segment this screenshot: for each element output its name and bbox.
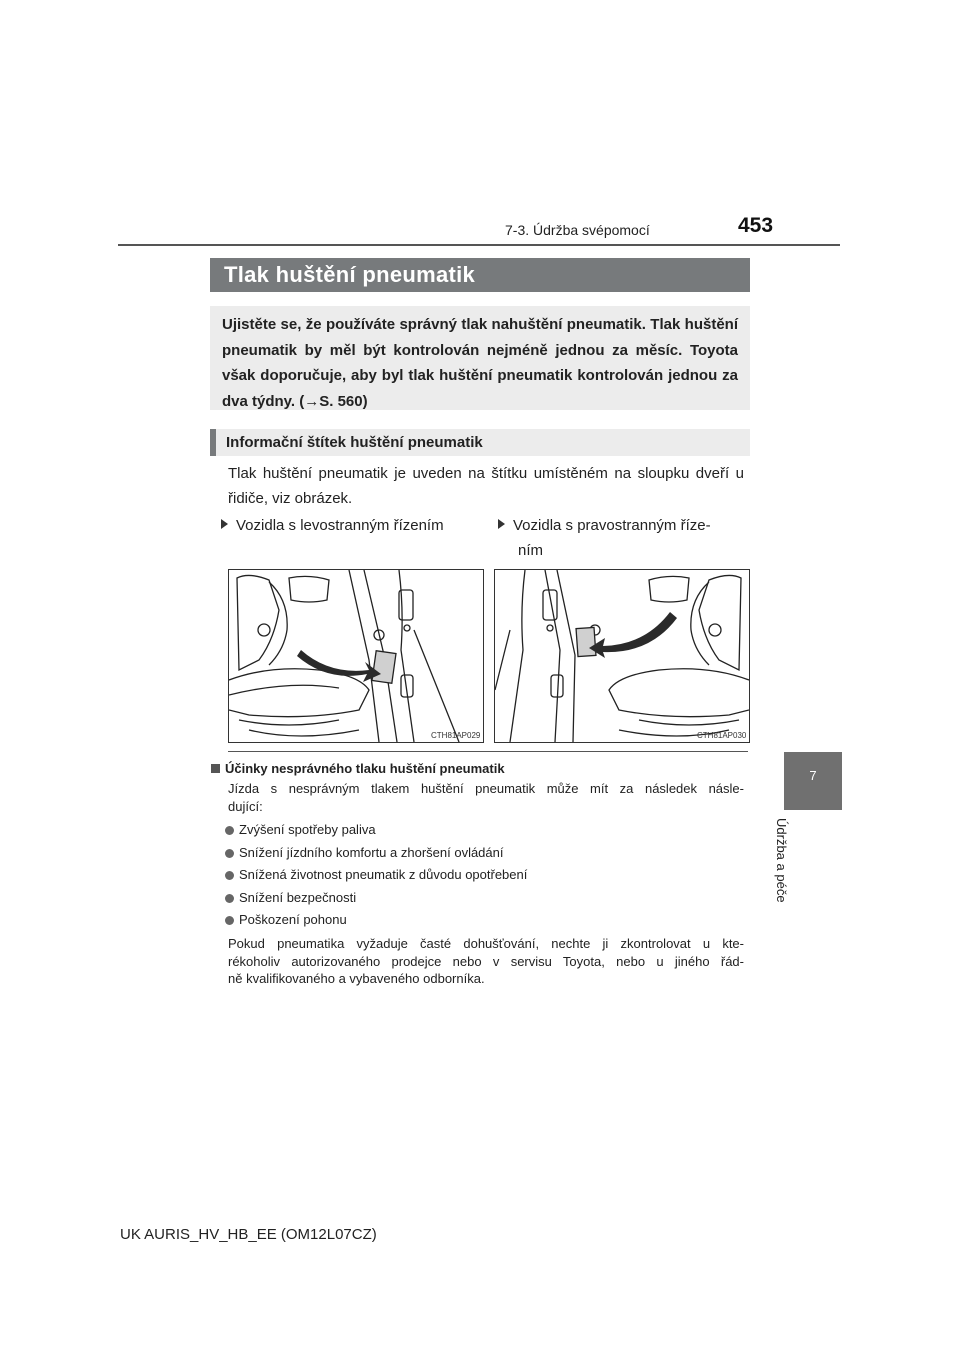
image-code-right: CTH81AP030 [697,731,747,740]
section-title: 7-3. Údržba svépomocí [505,222,650,238]
image-code-left: CTH81AP029 [431,731,481,740]
variant-right-text-line2: ním [518,542,544,559]
list-item: Poškození pohonu [225,912,347,927]
page-number: 453 [738,214,774,237]
section-divider [228,751,748,752]
subsection-text: Tlak huštění pneumatik je uveden na štítku umístěném na sloupku dveří u řidiče, viz obrázek. [228,465,744,507]
bullet-dot-icon [225,849,234,858]
bullet-dot-icon [225,894,234,903]
triangle-bullet-icon [221,519,228,529]
list-item: Snížená životnost pneumatik z důvodu opotřebení [225,867,527,882]
effects-closing-line3: ně kvalifikovaného a vybaveného odborníka. [228,971,485,986]
effects-intro-line1: Jízda s nesprávným tlakem huštění pneumatik může mít za následek násle- [228,781,744,796]
rhd-car-interior-drawing [495,570,749,742]
bullet-dot-icon [225,826,234,835]
variant-left-label [221,513,444,538]
page-title: Tlak huštění pneumatik [210,258,750,292]
effects-heading-text: Účinky nesprávného tlaku huštění pneumatik [225,761,505,776]
subsection-heading: Informační štítek huštění pneumatik [210,429,750,456]
tire-info-label [372,651,396,683]
rhd-door-pillar-illustration [494,569,750,743]
header-divider [118,244,840,246]
variant-left-text: Vozidla s levostranným řízením [236,517,444,534]
triangle-bullet-icon [498,519,505,529]
arrow-icon [589,612,677,658]
effects-closing-line2: rékoholiv autorizovaného prodejce nebo v servisu Toyota, nebo u jiného řád- [228,953,744,969]
bullet-dot-icon [225,871,234,880]
variant-right-text-line1: Vozidla s pravostranným říze- [513,517,711,534]
intro-box: Ujistěte se, že používáte správný tlak nahuštění pneumatik. Tlak huštění pneumatik by měl být kontrolován nejméně jednou za měsíc. Toyota však doporučuje, aby byl tlak huštění pneumatik kontrolován jednou za dva týdny. (→S. 560) [210,306,750,410]
tire-info-label [576,627,596,656]
chapter-label-text: Údržba a péče [774,818,789,903]
effects-heading [211,761,505,776]
effects-intro [228,780,744,815]
list-item: Snížení jízdního komfortu a zhoršení ovládání [225,845,504,860]
effects-intro-line2: dující: [228,798,263,814]
square-bullet-icon [211,764,220,773]
lhd-car-interior-drawing [229,570,483,742]
bullet-dot-icon [225,916,234,925]
effects-closing-line1: Pokud pneumatika vyžaduje časté dohušťování, nechte ji zkontrolovat u kte- [228,936,744,951]
chapter-tab[interactable] [784,752,842,810]
lhd-door-pillar-illustration [228,569,484,743]
effects-closing [228,935,744,988]
list-item: Snížení bezpečnosti [225,890,356,905]
chapter-side-label [774,818,806,928]
chapter-number: 7 [809,768,817,783]
variant-right-label [498,513,748,563]
document-footer: UK AURIS_HV_HB_EE (OM12L07CZ) [120,1226,377,1243]
list-item: Zvýšení spotřeby paliva [225,822,376,837]
